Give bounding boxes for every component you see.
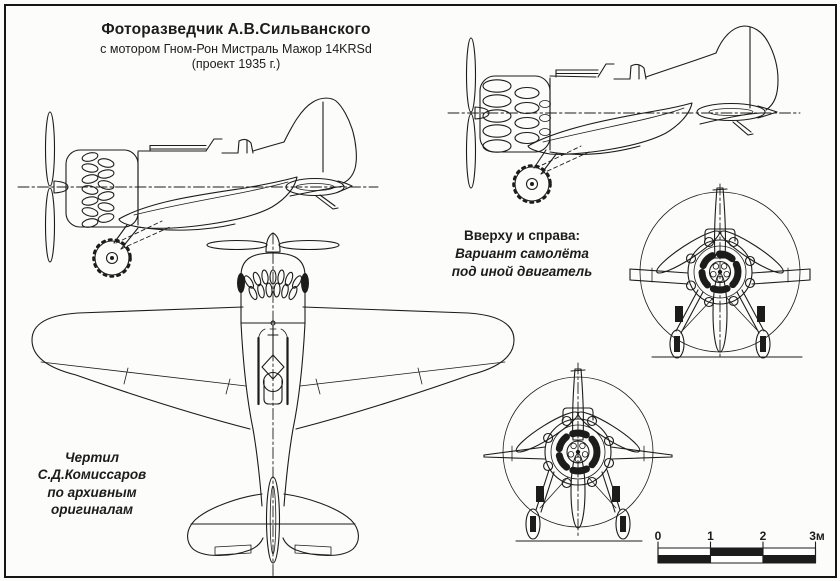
annotation-line-2: Вариант самолёта bbox=[455, 246, 589, 262]
wing-root bbox=[119, 177, 297, 228]
title-line-2: с мотором Гном-Рон Мистраль Мажор 14KRSd bbox=[100, 41, 372, 56]
tail-fin bbox=[284, 98, 356, 183]
cylinder-fairings bbox=[483, 80, 551, 152]
scale-label-3m: 3м bbox=[809, 529, 825, 543]
variant-annotation bbox=[424, 227, 620, 282]
title-line-3: (проект 1935 г.) bbox=[191, 57, 281, 72]
tail-skid bbox=[733, 121, 753, 135]
front-view-lower bbox=[484, 363, 672, 541]
tail-skid bbox=[316, 195, 338, 209]
front-view-upper bbox=[630, 184, 810, 358]
title-block bbox=[70, 21, 402, 72]
annotation-line-3: под иной двигатель bbox=[451, 264, 593, 280]
tailplane bbox=[697, 104, 777, 121]
title-line-1: Фоторазведчик А.В.Сильванского bbox=[101, 21, 371, 38]
credit-line-1: Чертил bbox=[65, 450, 119, 465]
scale-bar bbox=[655, 529, 825, 563]
engine-cowling bbox=[66, 150, 138, 229]
side-view-variant bbox=[448, 26, 800, 203]
camera-gun-bay bbox=[259, 321, 288, 404]
scale-label-0: 0 bbox=[654, 529, 662, 543]
fuselage-and-canopy bbox=[138, 139, 344, 230]
credit-line-4: оригиналам bbox=[51, 501, 133, 517]
draughtsman-credit bbox=[22, 449, 162, 518]
credit-line-2: С.Д.Комиссаров bbox=[37, 467, 147, 483]
plan-view bbox=[32, 233, 514, 578]
side-view-main bbox=[18, 98, 378, 276]
exhaust-stubs bbox=[81, 151, 114, 228]
scale-label-2: 2 bbox=[759, 529, 767, 543]
credit-line-3: по архивным bbox=[47, 484, 137, 500]
wing-root bbox=[528, 103, 692, 154]
engine-cowling bbox=[480, 76, 551, 152]
annotation-line-1: Вверху и справа: bbox=[464, 228, 580, 243]
scale-label-1: 1 bbox=[707, 529, 714, 543]
tail-fin bbox=[716, 26, 778, 110]
